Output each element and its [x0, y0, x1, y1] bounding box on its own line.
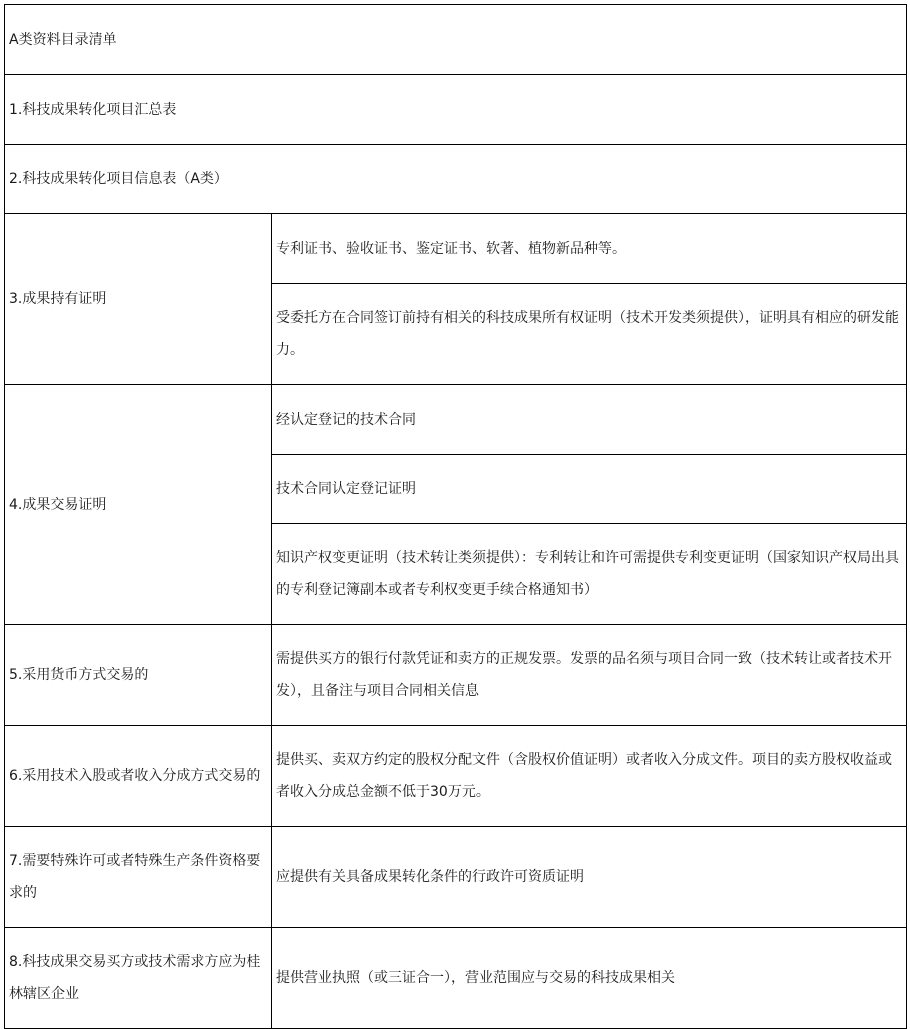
item-7-detail: 应提供有关具备成果转化条件的行政许可资质证明	[272, 827, 907, 928]
item-4-label: 4.成果交易证明	[5, 385, 272, 625]
item-4-detail-1: 经认定登记的技术合同	[272, 385, 907, 455]
table-row-item-6	[5, 726, 907, 827]
table-row-item-1	[5, 75, 907, 145]
item-3-detail-2: 受委托方在合同签订前持有相关的科技成果所有权证明（技术开发类须提供），证明具有相应的研发能力。	[272, 284, 907, 385]
item-8-detail: 提供营业执照（或三证合一），营业范围应与交易的科技成果相关	[272, 928, 907, 1029]
table-row-item-2	[5, 145, 907, 214]
item-4-detail-2: 技术合同认定登记证明	[272, 455, 907, 524]
item-5-detail: 需提供买方的银行付款凭证和卖方的正规发票。发票的品名须与项目合同一致（技术转让或者技术开发），且备注与项目合同相关信息	[272, 625, 907, 726]
item-7-label: 7.需要特殊许可或者特殊生产条件资格要求的	[5, 827, 272, 928]
table-row-title	[5, 5, 907, 75]
item-6-label: 6.采用技术入股或者收入分成方式交易的	[5, 726, 272, 827]
item-4-detail-3: 知识产权变更证明（技术转让类须提供）：专利转让和许可需提供专利变更证明（国家知识产权局出具的专利登记簿副本或者专利权变更手续合格通知书）	[272, 524, 907, 625]
table-row-item-4a	[5, 385, 907, 455]
item-8-label: 8.科技成果交易买方或技术需求方应为桂林辖区企业	[5, 928, 272, 1029]
item-2-label: 2.科技成果转化项目信息表（A类）	[5, 145, 907, 214]
table-title: A类资料目录清单	[5, 5, 907, 75]
materials-checklist-table	[4, 4, 907, 1029]
item-1-label: 1.科技成果转化项目汇总表	[5, 75, 907, 145]
item-3-detail-1: 专利证书、验收证书、鉴定证书、软著、植物新品种等。	[272, 214, 907, 284]
table-row-item-8	[5, 928, 907, 1029]
table-row-item-5	[5, 625, 907, 726]
table-row-item-3a	[5, 214, 907, 284]
table-row-item-7	[5, 827, 907, 928]
item-5-label: 5.采用货币方式交易的	[5, 625, 272, 726]
item-3-label: 3.成果持有证明	[5, 214, 272, 385]
item-6-detail: 提供买、卖双方约定的股权分配文件（含股权价值证明）或者收入分成文件。项目的卖方股权收益或者收入分成总金额不低于30万元。	[272, 726, 907, 827]
